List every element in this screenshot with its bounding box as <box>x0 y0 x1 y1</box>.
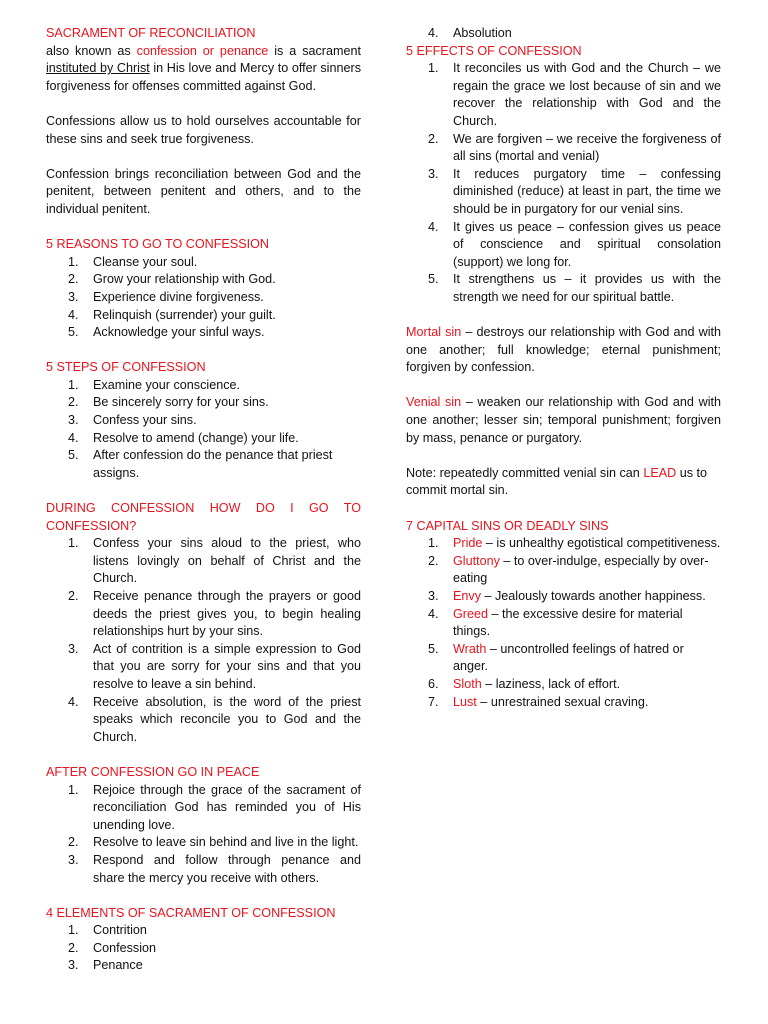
accountability-paragraph: Confessions allow us to hold ourselves accountable for these sins and seek true forgiveness. <box>46 113 361 146</box>
list-item: 5. It strengthens us – it provides us with the strength we need for our spiritual battle. <box>428 272 721 304</box>
list-item: 1. Examine your conscience. <box>68 377 240 392</box>
list-item: 4. It gives us peace – confession gives us peace of conscience and spiritual consolation (support) we long for. <box>428 219 721 269</box>
list-item: 3. Envy – Jealously towards another happiness. <box>428 589 706 603</box>
after-heading: AFTER CONFESSION GO IN PEACE <box>46 764 260 779</box>
effects-heading: 5 EFFECTS OF CONFESSION <box>406 43 582 58</box>
list-item: 3. Confess your sins. <box>68 413 197 428</box>
venial-sin-term: Venial sin <box>406 395 462 410</box>
list-item: 1. Pride – is unhealthy egotistical competitiveness. <box>428 536 721 551</box>
note-highlight: LEAD <box>643 465 677 480</box>
list-item: 2. Be sincerely sorry for your sins. <box>68 395 269 410</box>
intro-underline: instituted by Christ <box>46 61 150 76</box>
list-item: 4. Receive absolution, is the word of the priest speaks which reconcile you to God and the Church. <box>68 694 361 744</box>
list-item: 5. Wrath – uncontrolled feelings of hatred or anger. <box>428 641 684 674</box>
elements-heading: 4 ELEMENTS OF SACRAMENT OF CONFESSION <box>46 905 336 920</box>
list-item: 1. Rejoice through the grace of the sacrament of reconciliation God has reminded you of His unending love. <box>68 782 361 832</box>
effects-list <box>406 60 721 306</box>
intro-highlight: confession or penance <box>136 43 269 58</box>
mortal-sin-term: Mortal sin <box>406 325 462 340</box>
list-item: 1. It reconciles us with God and the Church – we regain the grace we lost because of sin and we recover the relationship with God and the Church. <box>428 61 721 128</box>
list-item: 5. Acknowledge your sinful ways. <box>68 325 265 340</box>
list-item: 6. Sloth – laziness, lack of effort. <box>428 676 621 691</box>
venial-sin-paragraph: Venial sin – weaken our relationship with God and with one another; lesser sin; temporal punishment; forgiven by mass, penance or purgatory. <box>406 395 721 445</box>
intro-text-2: is a sacrament <box>268 43 361 58</box>
capital-sins-heading: 7 CAPITAL SINS OR DEADLY SINS <box>406 518 609 533</box>
list-item: 7. Lust – unrestrained sexual craving. <box>428 694 649 709</box>
reasons-list <box>46 254 361 342</box>
intro-paragraph <box>46 43 361 96</box>
list-item: 2. Resolve to leave sin behind and live in the light. <box>68 835 359 850</box>
list-item: 1. Confess your sins aloud to the priest, who listens lovingly on behalf of Christ and the Church. <box>68 536 361 586</box>
list-item: 5. After confession do the penance that priest assigns. <box>68 448 333 480</box>
left-column <box>46 25 361 975</box>
mortal-sin-paragraph: Mortal sin – destroys our relationship with God and with one another; full knowledge; eternal punishment; forgiven by confession. <box>406 325 721 375</box>
list-item: 2. Receive penance through the prayers or good deeds the priest gives you, to begin healing relationships hurt by your sins. <box>68 589 361 639</box>
list-item: 2. Confession <box>68 940 157 955</box>
list-item: 2. Gluttony – to over-indulge, especially by over-eating <box>428 553 709 586</box>
list-item: 1. Contrition <box>68 923 147 938</box>
elements-list <box>46 922 361 975</box>
capital-sins-list <box>406 535 721 711</box>
intro-text-1: also known as <box>46 43 137 58</box>
list-item: 3. Penance <box>68 958 143 973</box>
reasons-heading: 5 REASONS TO GO TO CONFESSION <box>46 237 270 252</box>
during-heading: DURING CONFESSION HOW DO I GO TO CONFESSION? <box>46 501 361 533</box>
list-item: 3. Respond and follow through penance and share the mercy you receive with others. <box>68 852 361 885</box>
list-item: 4. Relinquish (surrender) your guilt. <box>68 307 276 322</box>
intro-text-3: in His love and Mercy to offer sinners forgiveness for offenses committed against God. <box>46 61 361 93</box>
steps-list <box>46 377 361 483</box>
list-item: 4. Greed – the excessive desire for material things. <box>428 606 683 639</box>
list-item: 2. We are forgiven – we receive the forgiveness of all sins (mortal and venial) <box>428 131 721 164</box>
list-item: 2. Grow your relationship with God. <box>68 272 276 287</box>
list-item: 3. It reduces purgatory time – confessing diminished (reduce) at least in part, the time we should be in purgatory for our venial sins. <box>428 166 721 216</box>
note-paragraph: Note: repeatedly committed venial sin can LEAD us to commit mortal sin. <box>406 465 708 498</box>
list-item: 4. Resolve to amend (change) your life. <box>68 430 299 445</box>
reconciliation-paragraph: Confession brings reconciliation between God and the penitent, between penitent and others, and to the individual penitent. <box>46 166 361 216</box>
steps-heading: 5 STEPS OF CONFESSION <box>46 360 206 375</box>
document-title: SACRAMENT OF RECONCILIATION <box>46 26 256 40</box>
list-item: 4. Absolution <box>428 26 512 40</box>
during-list <box>46 535 361 746</box>
list-item: 3. Experience divine forgiveness. <box>68 289 264 304</box>
right-column <box>406 25 721 711</box>
list-item: 1. Cleanse your soul. <box>68 254 198 269</box>
list-item: 3. Act of contrition is a simple expression to God that you are sorry for your sins and that you resolve to leave a sin behind. <box>68 641 361 691</box>
elements-list-continued <box>406 25 721 43</box>
after-list <box>46 782 361 888</box>
